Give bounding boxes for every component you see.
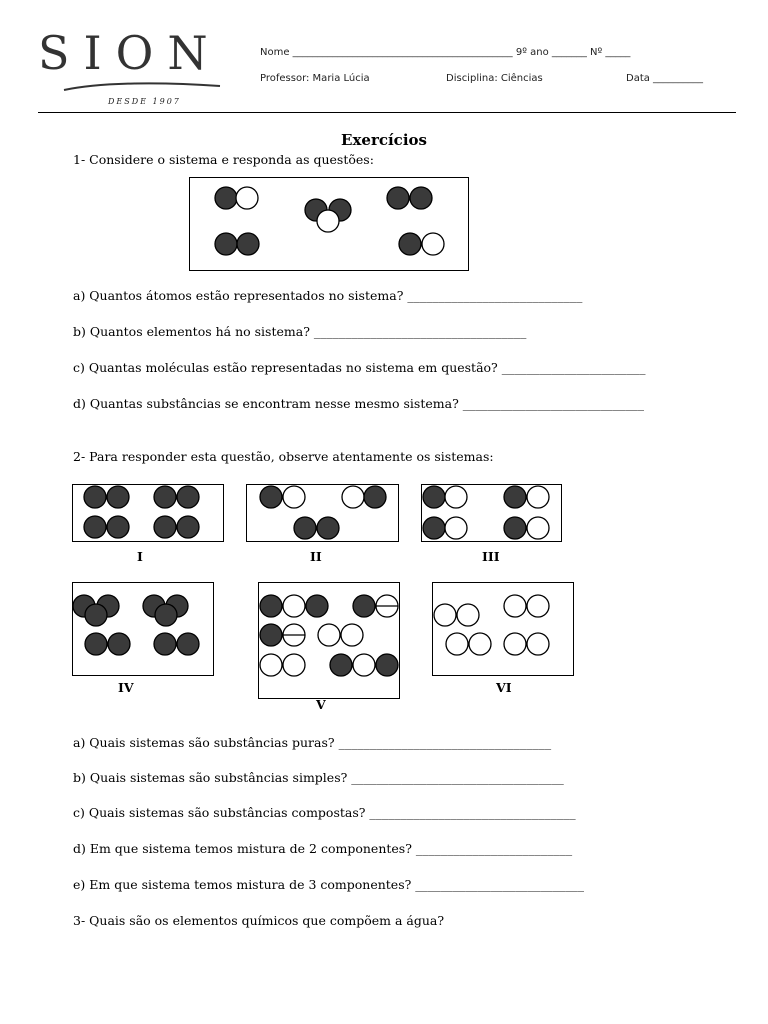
page-title: Exercícios [341, 131, 427, 149]
question-3-prompt: 3- Quais são os elementos químicos que compõem a água? [73, 913, 445, 928]
question-2-prompt: 2- Para responder esta questão, observe atentamente os sistemas: [73, 449, 494, 464]
q1-system-diagram [189, 177, 469, 271]
q1-item-a: a) Quantos átomos estão representados no sistema? ____________________________ [73, 288, 583, 303]
logo-swoosh-icon [62, 80, 222, 94]
system-i-label: I [137, 549, 143, 564]
q2-item-b: b) Quais sistemas são substâncias simples? __________________________________ [73, 770, 564, 785]
system-iv-diagram [72, 582, 214, 676]
question-1-prompt: 1- Considere o sistema e responda as questões: [73, 152, 374, 167]
q2-item-d: d) Em que sistema temos mistura de 2 componentes? _________________________ [73, 841, 573, 856]
system-iv-label: IV [118, 680, 134, 695]
q1-item-c: c) Quantas moléculas estão representadas no sistema em questão? _______________________ [73, 360, 646, 375]
student-name-line: Nome ____________________________________________ 9º ano _______ Nº _____ [260, 47, 631, 58]
date-line: Data __________ [626, 73, 704, 84]
header-divider [38, 112, 736, 113]
q2-item-e: e) Em que sistema temos mistura de 3 componentes? ___________________________ [73, 877, 585, 892]
q2-item-c: c) Quais sistemas são substâncias compostas? _________________________________ [73, 805, 576, 820]
q1-item-b: b) Quantos elementos há no sistema? __________________________________ [73, 324, 527, 339]
system-ii-diagram [246, 484, 399, 542]
system-v-label: V [316, 697, 326, 712]
professor-label: Professor: Maria Lúcia [260, 73, 370, 84]
system-iii-label: III [482, 549, 500, 564]
system-iii-diagram [421, 484, 562, 542]
logo-subtitle: DESDE 1907 [108, 97, 181, 106]
system-ii-label: II [310, 549, 322, 564]
system-vi-diagram [432, 582, 574, 676]
q1-item-d: d) Quantas substâncias se encontram nesse mesmo sistema? _____________________________ [73, 396, 644, 411]
system-i-diagram [72, 484, 224, 542]
system-v-diagram [258, 582, 400, 699]
school-logo: SION [38, 26, 222, 80]
q2-item-a: a) Quais sistemas são substâncias puras? __________________________________ [73, 735, 552, 750]
discipline-label: Disciplina: Ciências [446, 73, 543, 84]
system-vi-label: VI [496, 680, 512, 695]
